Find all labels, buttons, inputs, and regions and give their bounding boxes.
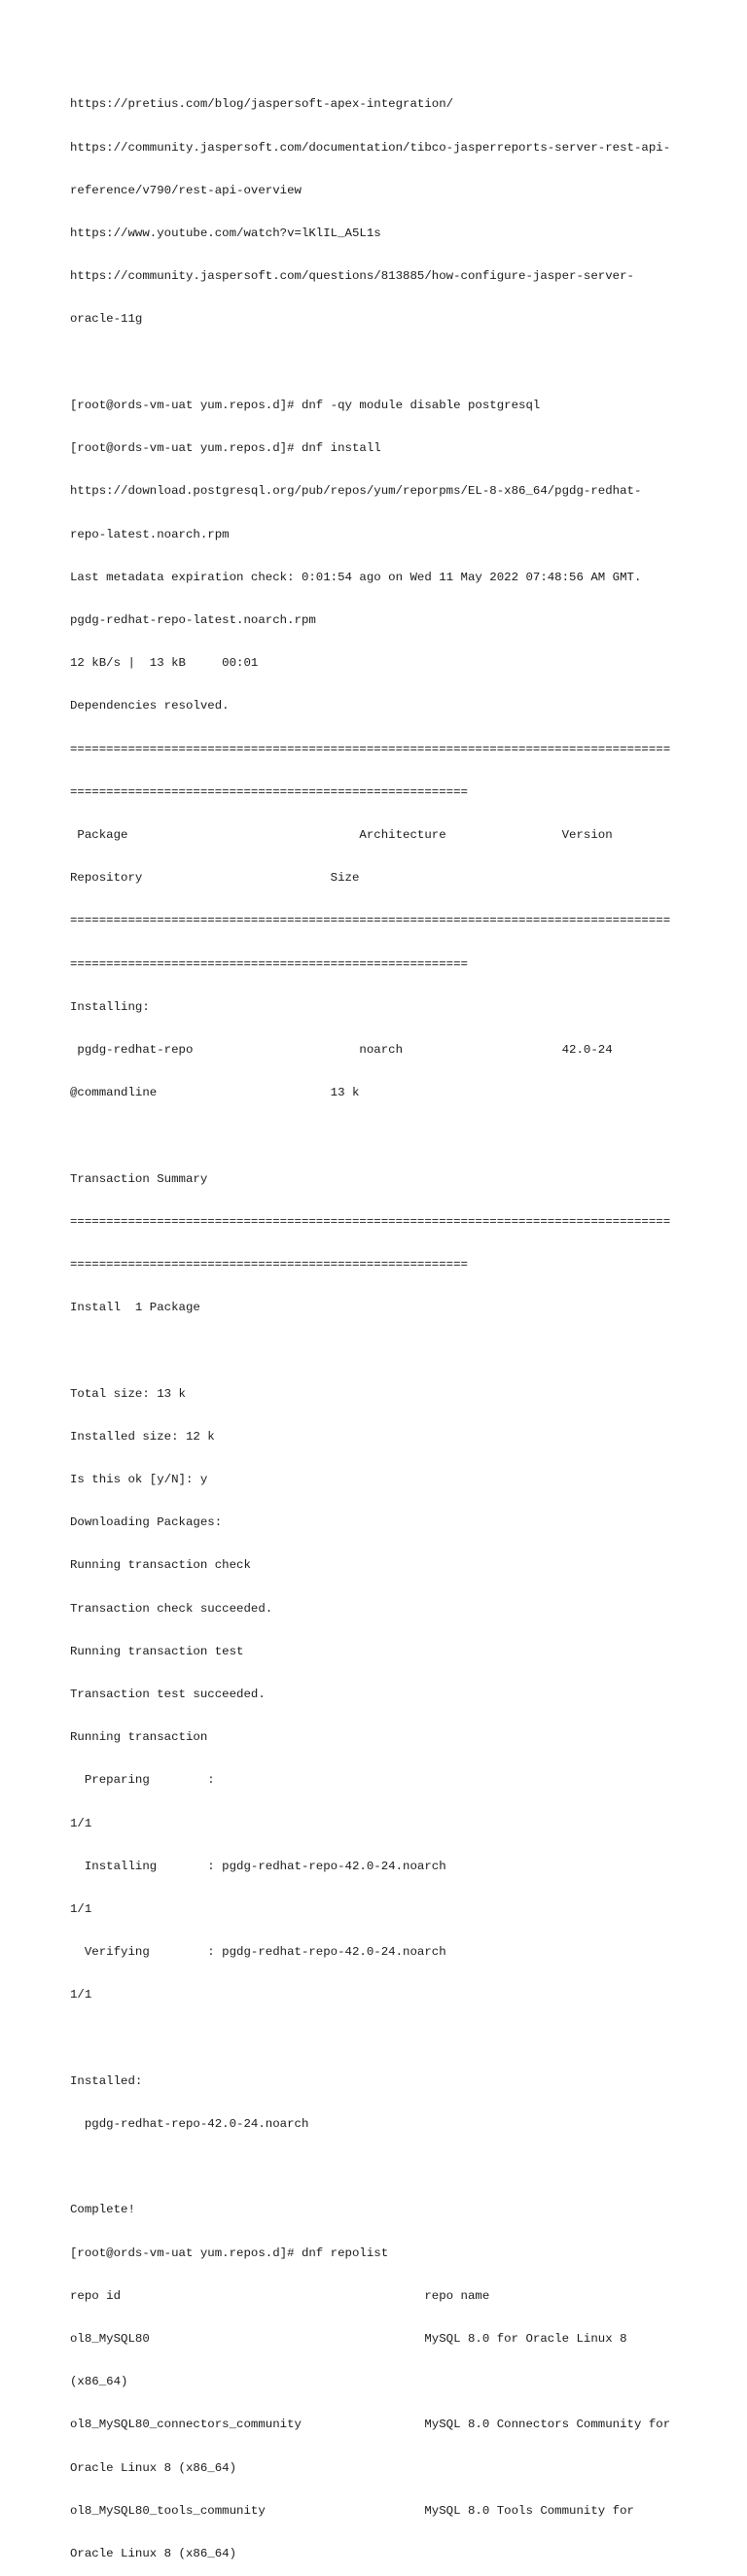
text-line: reference/v790/rest-api-overview	[70, 183, 302, 197]
blank-line	[70, 356, 693, 370]
text-line: repo id repo name	[70, 2288, 490, 2303]
table-header-line: Repository Size	[70, 871, 360, 886]
text-line: Oracle Linux 8 (x86_64)	[70, 2460, 237, 2475]
table-row-line: @commandline 13 k	[70, 1086, 360, 1100]
blank-line	[70, 2160, 693, 2175]
blank-line	[70, 1343, 693, 1358]
text-line: https://download.postgresql.org/pub/repos/yum/reporpms/EL-8-x86_64/pgdg-redhat-	[70, 484, 642, 499]
text-line: Installing : pgdg-redhat-repo-42.0-24.noarch	[70, 1859, 446, 1873]
text-line: Transaction test succeeded.	[70, 1687, 266, 1701]
text-line: Oracle Linux 8 (x86_64)	[70, 2547, 237, 2561]
text-line: 1/1	[70, 1816, 92, 1830]
text-line: [root@ords-vm-uat yum.repos.d]# dnf install	[70, 441, 381, 456]
table-header-line: Package Architecture Version	[70, 827, 613, 842]
text-line: pgdg-redhat-repo-latest.noarch.rpm	[70, 612, 316, 627]
text-line: https://community.jaspersoft.com/questions/813885/how-configure-jasper-server-	[70, 269, 634, 284]
separator-line: ===================================================================================	[70, 914, 671, 928]
text-line: Transaction check succeeded.	[70, 1601, 273, 1616]
text-line: (x86_64)	[70, 2375, 128, 2389]
separator-line: =======================================================	[70, 784, 468, 799]
text-line: Dependencies resolved.	[70, 699, 230, 714]
text-line: 12 kB/s | 13 kB 00:01	[70, 656, 259, 671]
text-line: Preparing :	[70, 1773, 215, 1788]
text-line: Installed:	[70, 2073, 143, 2088]
text-line: Last metadata expiration check: 0:01:54 ago on Wed 11 May 2022 07:48:56 AM GMT.	[70, 570, 642, 584]
text-line: Downloading Packages:	[70, 1515, 223, 1530]
document-body	[70, 69, 693, 2576]
text-line: https://pretius.com/blog/jaspersoft-apex-integration/	[70, 97, 454, 112]
table-row-line: pgdg-redhat-repo noarch 42.0-24	[70, 1042, 613, 1057]
text-line: Transaction Summary	[70, 1171, 208, 1186]
text-line: [root@ords-vm-uat yum.repos.d]# dnf repolist	[70, 2245, 389, 2260]
text-line: ol8_MySQL80_connectors_community MySQL 8.0 Connectors Community for	[70, 2418, 671, 2432]
separator-line: ===================================================================================	[70, 742, 671, 756]
text-line: pgdg-redhat-repo-42.0-24.noarch	[70, 2117, 309, 2132]
blank-line	[70, 1129, 693, 1143]
text-line: Running transaction check	[70, 1558, 251, 1573]
text-line: 1/1	[70, 1902, 92, 1916]
text-line: Running transaction test	[70, 1644, 244, 1658]
text-line: [root@ords-vm-uat yum.repos.d]# dnf -qy module disable postgresql	[70, 398, 541, 412]
text-line: ol8_MySQL80_tools_community MySQL 8.0 Tools Community for	[70, 2503, 634, 2518]
text-line: Complete!	[70, 2203, 135, 2217]
text-line: repo-latest.noarch.rpm	[70, 527, 230, 541]
text-line: Is this ok [y/N]: y	[70, 1472, 208, 1486]
text-line: Install 1 Package	[70, 1301, 200, 1315]
text-line: Verifying : pgdg-redhat-repo-42.0-24.noarch	[70, 1945, 446, 1960]
text-line: Total size: 13 k	[70, 1386, 186, 1401]
blank-line	[70, 2032, 693, 2046]
text-line: https://www.youtube.com/watch?v=lKlIL_A5L1s	[70, 226, 381, 241]
separator-line: =======================================================	[70, 957, 468, 971]
separator-line: ===================================================================================	[70, 1214, 671, 1229]
text-line: Running transaction	[70, 1730, 208, 1745]
text-line: ol8_MySQL80 MySQL 8.0 for Oracle Linux 8	[70, 2332, 627, 2347]
text-line: https://community.jaspersoft.com/documentation/tibco-jasperreports-server-rest-api-	[70, 140, 671, 155]
text-line: 1/1	[70, 1988, 92, 2002]
text-line: oracle-11g	[70, 312, 143, 327]
separator-line: =======================================================	[70, 1257, 468, 1271]
text-line: Installing:	[70, 999, 150, 1014]
text-line: Installed size: 12 k	[70, 1429, 215, 1444]
